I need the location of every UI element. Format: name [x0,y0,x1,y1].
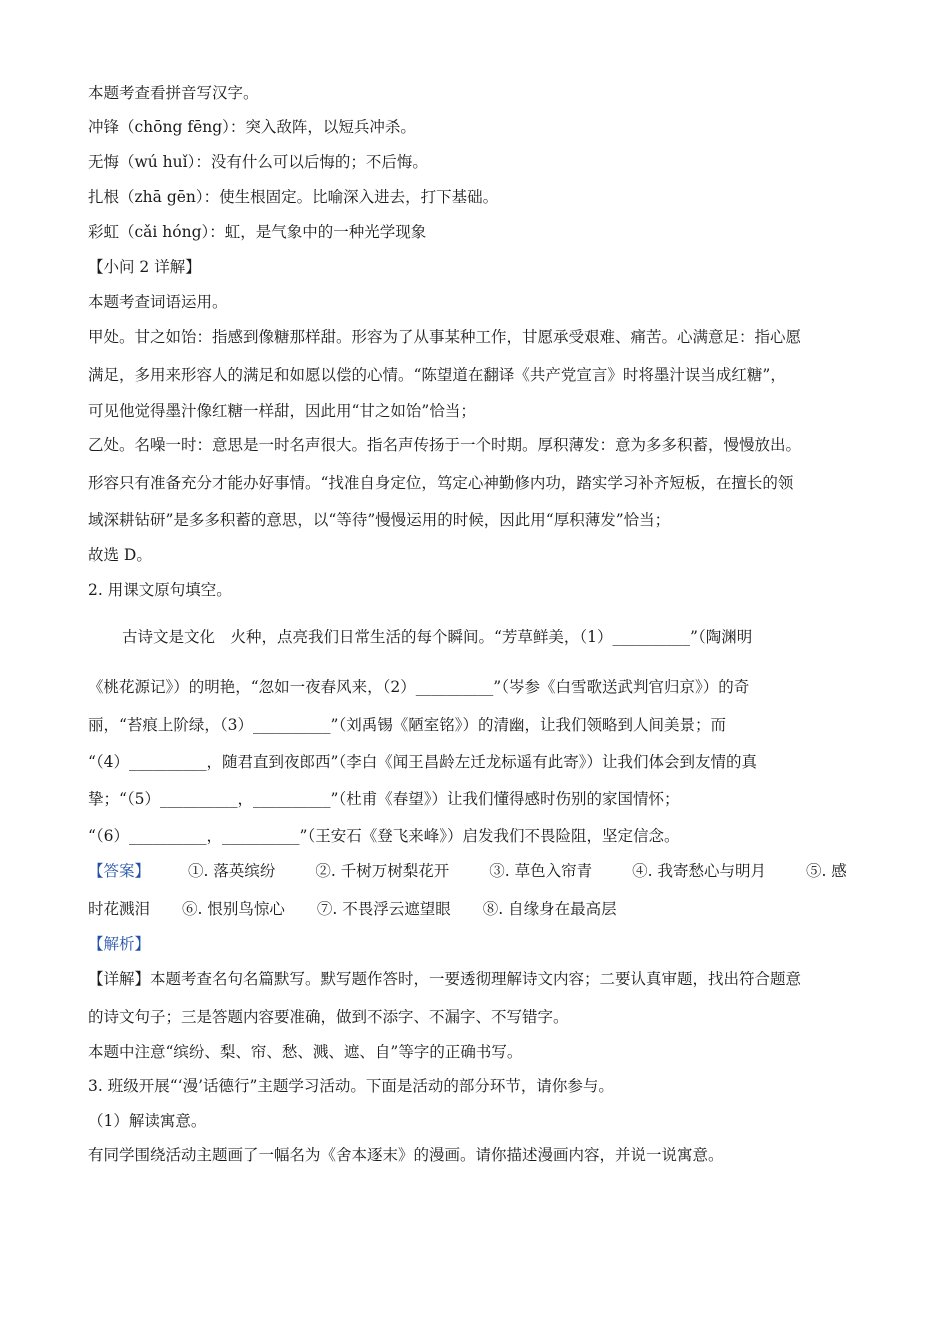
answer-tag: 【答案】 [88,862,151,880]
text-line: 【详解】本题考查名句名篇默写。默写题作答时，一要透彻理解诗文内容；二要认真审题，找出符合题意 [88,970,802,988]
answer-item: ⑧. 自缘身在最高层 [482,900,617,918]
text-line: 的诗文句子；三是答题内容要准确，做到不添字、不漏字、不写错字。 [88,1008,569,1026]
answer-item: ⑤. 感 [805,862,847,880]
answer-item: ⑦. 不畏浮云遮望眼 [316,900,451,918]
text-line: 乙处。名噪一时：意思是一时名声很大。指名声传扬于一个时期。厚积薄发：意为多多积蓄，慢慢放出。 [88,436,802,454]
passage-line: “（4）__________，随君直到夜郎西”（李白《闻王昌龄左迁龙标遥有此寄》）让我们体会到友情的真 [88,753,757,771]
text-line: 有同学围绕活动主题画了一幅名为《舍本逐末》的漫画。请你描述漫画内容，并说一说寓意。 [88,1146,724,1164]
analysis-tag: 【解析】 [88,935,151,953]
answer-item: ②. 千树万树梨花开 [315,862,450,880]
passage-line: 古诗文是文化 火种，点亮我们日常生活的每个瞬间。“芳草鲜美，（1）__________”（陶渊明 [122,628,753,646]
passage-line: 《桃花源记》）的明艳，“忽如一夜春风来，（2）__________”（岑参《白雪歌送武判官归京》）的奇 [88,678,750,696]
text-line: 冲锋（chōng fēng）：突入敌阵，以短兵冲杀。 [88,118,416,136]
text-line: 彩虹（cǎi hóng）：虹，是气象中的一种光学现象 [88,223,427,241]
text-line: 可见他觉得墨汁像红糖一样甜，因此用“甘之如饴”恰当； [88,402,476,420]
section-heading: 【小问 2 详解】 [88,258,201,276]
text-line: 本题考查词语运用。 [88,293,228,311]
text-line: 本题考查看拼音写汉字。 [88,84,259,102]
passage-line: 丽，“苔痕上阶绿，（3）__________”（刘禹锡《陋室铭》）的清幽，让我们领略到人间美景；而 [88,716,726,734]
text-line: 本题中注意“缤纷、梨、帘、愁、溅、遮、自”等字的正确书写。 [88,1043,523,1061]
text-line: 扎根（zhā gēn）：使生根固定。比喻深入进去，打下基础。 [88,188,499,206]
passage-line: 挚；“（5）__________，__________”（杜甫《春望》）让我们懂得感时伤别的家国情怀； [88,790,680,808]
text-line: 甲处。甘之如饴：指感到像糖那样甜。形容为了从事某种工作，甘愿承受艰难、痛苦。心满意足：指心愿 [88,328,802,346]
question-heading: 3. 班级开展“‘漫’话德行”主题学习活动。下面是活动的部分环节，请你参与。 [88,1077,614,1095]
text-line: 无悔（wú huǐ）：没有什么可以后悔的；不后悔。 [88,153,428,171]
answer-item: ③. 草色入帘青 [489,862,593,880]
answer-line [88,860,847,882]
answer-item: ①. 落英缤纷 [188,862,276,880]
text-line: 故选 D。 [88,546,152,564]
answer-item: 时花溅泪 [88,900,151,918]
text-line: 域深耕钻研”是多多积蓄的意思，以“等待”慢慢运用的时候，因此用“厚积薄发”恰当； [88,511,671,529]
answer-item: ④. 我寄愁心与明月 [632,862,766,880]
answer-item: ⑥. 恨别鸟惊心 [182,900,285,918]
passage-line: “（6）__________，__________”（王安石《登飞来峰》）启发我们不畏险阻，坚定信念。 [88,827,680,845]
text-line: 满足，多用来形容人的满足和如愿以偿的心情。“陈望道在翻译《共产党宣言》时将墨汁误当成红糖”， [88,366,786,384]
question-heading: 2. 用课文原句填空。 [88,581,232,599]
answer-line [88,898,617,920]
subquestion-heading: （1）解读寓意。 [88,1112,207,1130]
text-line: 形容只有准备充分才能办好事情。“找准自身定位，笃定心神勤修内功，踏实学习补齐短板，在擅长的领 [88,474,794,492]
